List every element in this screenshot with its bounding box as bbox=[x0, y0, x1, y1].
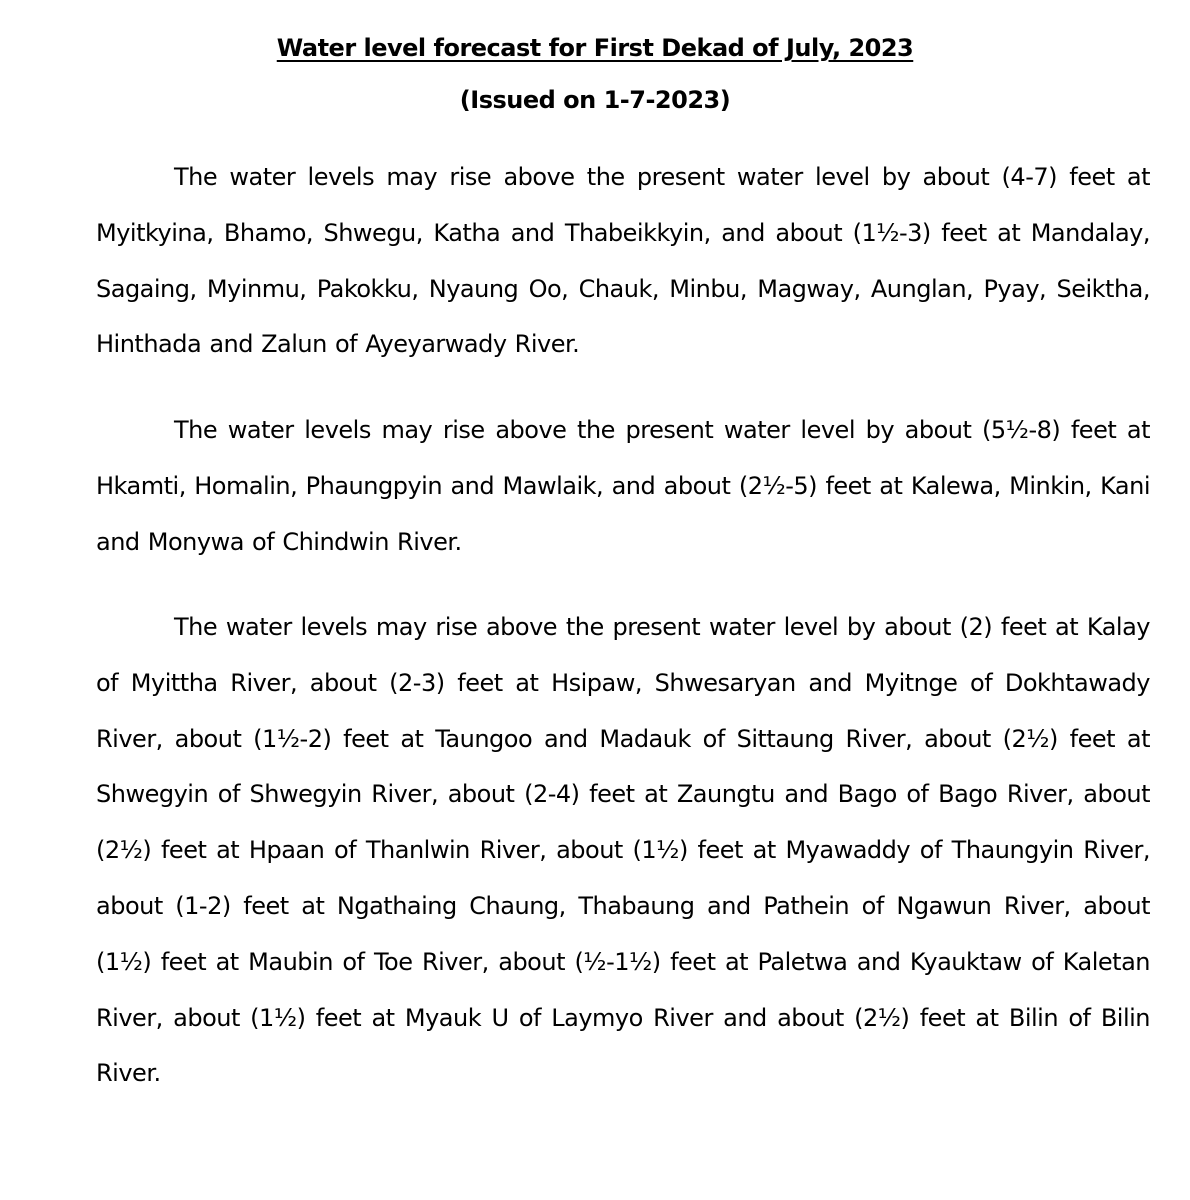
paragraph-ayeyarwady: The water levels may rise above the present water level by about (4-7) feet at Myitkyina, Bhamo, Shwegu, Katha and Thabeikkyin, and about (1½-3) feet at Mandalay, Sagaing, Myinmu, Pakokku, Nyaung Oo, Chauk, Minbu, Magway, Aunglan, Pyay, Seiktha, Hinthada and Zalun of Ayeyarwady River. bbox=[96, 163, 1150, 359]
issued-date: (Issued on 1-7-2023) bbox=[459, 86, 731, 114]
document-title: Water level forecast for First Dekad of July, 2023 bbox=[276, 34, 914, 62]
paragraph-chindwin: The water levels may rise above the present water level by about (5½-8) feet at Hkamti, Homalin, Phaungpyin and Mawlaik, and about (2½-5) feet at Kalewa, Minkin, Kani and Monywa of Chindwin River. bbox=[96, 416, 1150, 556]
paragraph-other-rivers: The water levels may rise above the present water level by about (2) feet at Kalay of Myittha River, about (2-3) feet at Hsipaw, Shwesaryan and Myitnge of Dokhtawady River, about (1½-2) feet at Taungoo and Madauk of Sittaung River, about (2½) feet at Shwegyin of Shwegyin River, about (2-4) feet at Zaungtu and Bago of Bago River, about (2½) feet at Hpaan of Thanlwin River, about (1½) feet at Myawaddy of Thaungyin River, about (1-2) feet at Ngathaing Chaung, Thabaung and Pathein of Ngawun River, about (1½) feet at Maubin of Toe River, about (½-1½) feet at Paletwa and Kyauktaw of Kaletan River, about (1½) feet at Myauk U of Laymyo River and about (2½) feet at Bilin of Bilin River. bbox=[96, 613, 1150, 1088]
